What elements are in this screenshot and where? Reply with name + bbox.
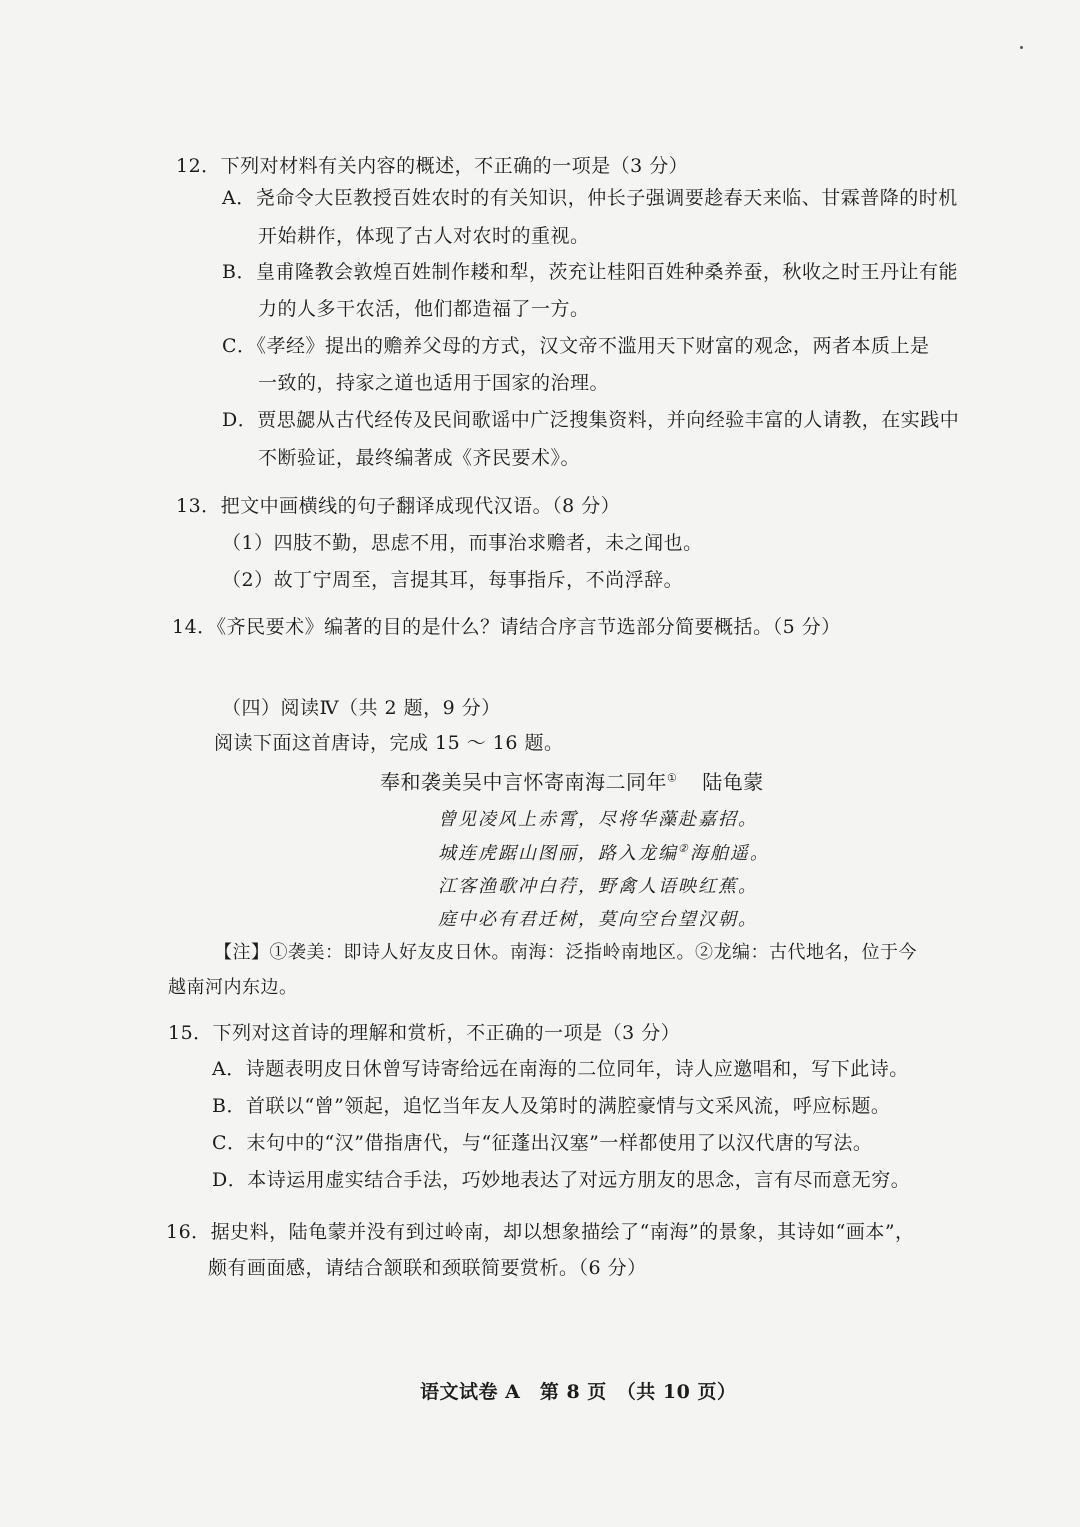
q15-option-d: D．本诗运用虚实结合手法，巧妙地表达了对远方朋友的思念，言有尽而意无穷。: [212, 1169, 911, 1191]
q15-option-a: A．诗题表明皮日休曾写诗寄给远在南海的二位同年，诗人应邀唱和，写下此诗。: [212, 1058, 909, 1080]
q12-option-b-line2: 力的人多干农活，他们都造福了一方。: [258, 298, 590, 320]
q16-stem-line1: 16．据史料，陆龟蒙并没有到过岭南，却以想象描绘了“南海”的景象，其诗如“画本”，: [166, 1221, 915, 1243]
q15-option-b: B．首联以“曾”领起，追忆当年友人及第时的满腔豪情与文采风流，呼应标题。: [212, 1095, 891, 1117]
section-heading: （四）阅读Ⅳ（共 2 题，9 分）: [222, 697, 501, 719]
poem-line-2: [438, 842, 770, 866]
poem-note-line1: 【注】①袭美：即诗人好友皮日休。南海：泛指岭南地区。②龙编：古代地名，位于今: [214, 942, 917, 963]
q12-option-d-line1: D．贾思勰从古代经传及民间歌谣中广泛搜集资料，并向经验丰富的人请教，在实践中: [222, 409, 960, 431]
poem-author: 陆龟蒙: [702, 770, 764, 794]
poem-line-2-part-a: 城连虎踞山图丽，路入龙编: [438, 843, 678, 864]
q13-sentence-2: （2）故丁宁周至，言提其耳，每事指斥，不尚浮辞。: [222, 569, 684, 591]
poem-line-1: 曾见凌风上赤霄，尽将华藻赴嘉招。: [438, 809, 758, 830]
scan-speck: [1020, 46, 1023, 49]
q12-option-c-line1: C．《孝经》提出的赡养父母的方式，汉文帝不滥用天下财富的观念，两者本质上是: [222, 335, 930, 357]
poem-line-4: 庭中必有君迁树，莫向空台望汉朝。: [438, 909, 758, 930]
q14-stem: 14．《齐民要术》编著的目的是什么？请结合序言节选部分简要概括。（5 分）: [172, 616, 841, 638]
q15-stem: 15．下列对这首诗的理解和赏析，不正确的一项是（3 分）: [168, 1022, 681, 1044]
poem-note-line2: 越南河内东边。: [168, 977, 298, 998]
q15-option-c: C．末句中的“汉”借指唐代，与“征蓬出汉塞”一样都使用了以汉代唐的写法。: [212, 1132, 873, 1154]
q12-stem: 12．下列对材料有关内容的概述，不正确的一项是（3 分）: [176, 155, 689, 177]
poem-title-text: 奉和袭美吴中言怀寄南海二同年: [380, 770, 667, 794]
q12-option-c-line2: 一致的，持家之道也适用于国家的治理。: [258, 372, 610, 394]
q12-option-d-line2: 不断验证，最终编著成《齐民要术》。: [258, 447, 581, 469]
q13-stem: 13．把文中画横线的句子翻译成现代汉语。（8 分）: [176, 495, 621, 517]
poem-line-3: 江客渔歌冲白荇，野禽人语映红蕉。: [438, 876, 758, 897]
q13-sentence-1: （1）四肢不勤，思虑不用，而事治求赡者，未之闻也。: [222, 532, 703, 554]
q12-option-a-line1: A．尧命令大臣教授百姓农时的有关知识，仲长子强调要趁春天来临、甘霖普降的时机: [222, 187, 958, 209]
poem-line-2-footnote-mark: ②: [678, 842, 690, 855]
q12-option-b-line1: B．皇甫隆教会敦煌百姓制作耧和犁，茨充让桂阳百姓种桑养蚕，秋收之时王丹让有能: [222, 261, 958, 283]
poem-title-footnote-mark: ①: [667, 771, 678, 785]
poem-title: [380, 770, 764, 794]
q16-stem-line2: 颇有画面感，请结合颔联和颈联简要赏析。（6 分）: [208, 1257, 647, 1279]
poem-line-2-part-b: 海舶遥。: [689, 843, 770, 864]
q12-option-a-line2: 开始耕作，体现了古人对农时的重视。: [258, 225, 590, 247]
page-footer: 语文试卷 A 第 8 页 （共 10 页）: [420, 1381, 737, 1403]
section-instruction: 阅读下面这首唐诗，完成 15 ～ 16 题。: [214, 732, 564, 754]
